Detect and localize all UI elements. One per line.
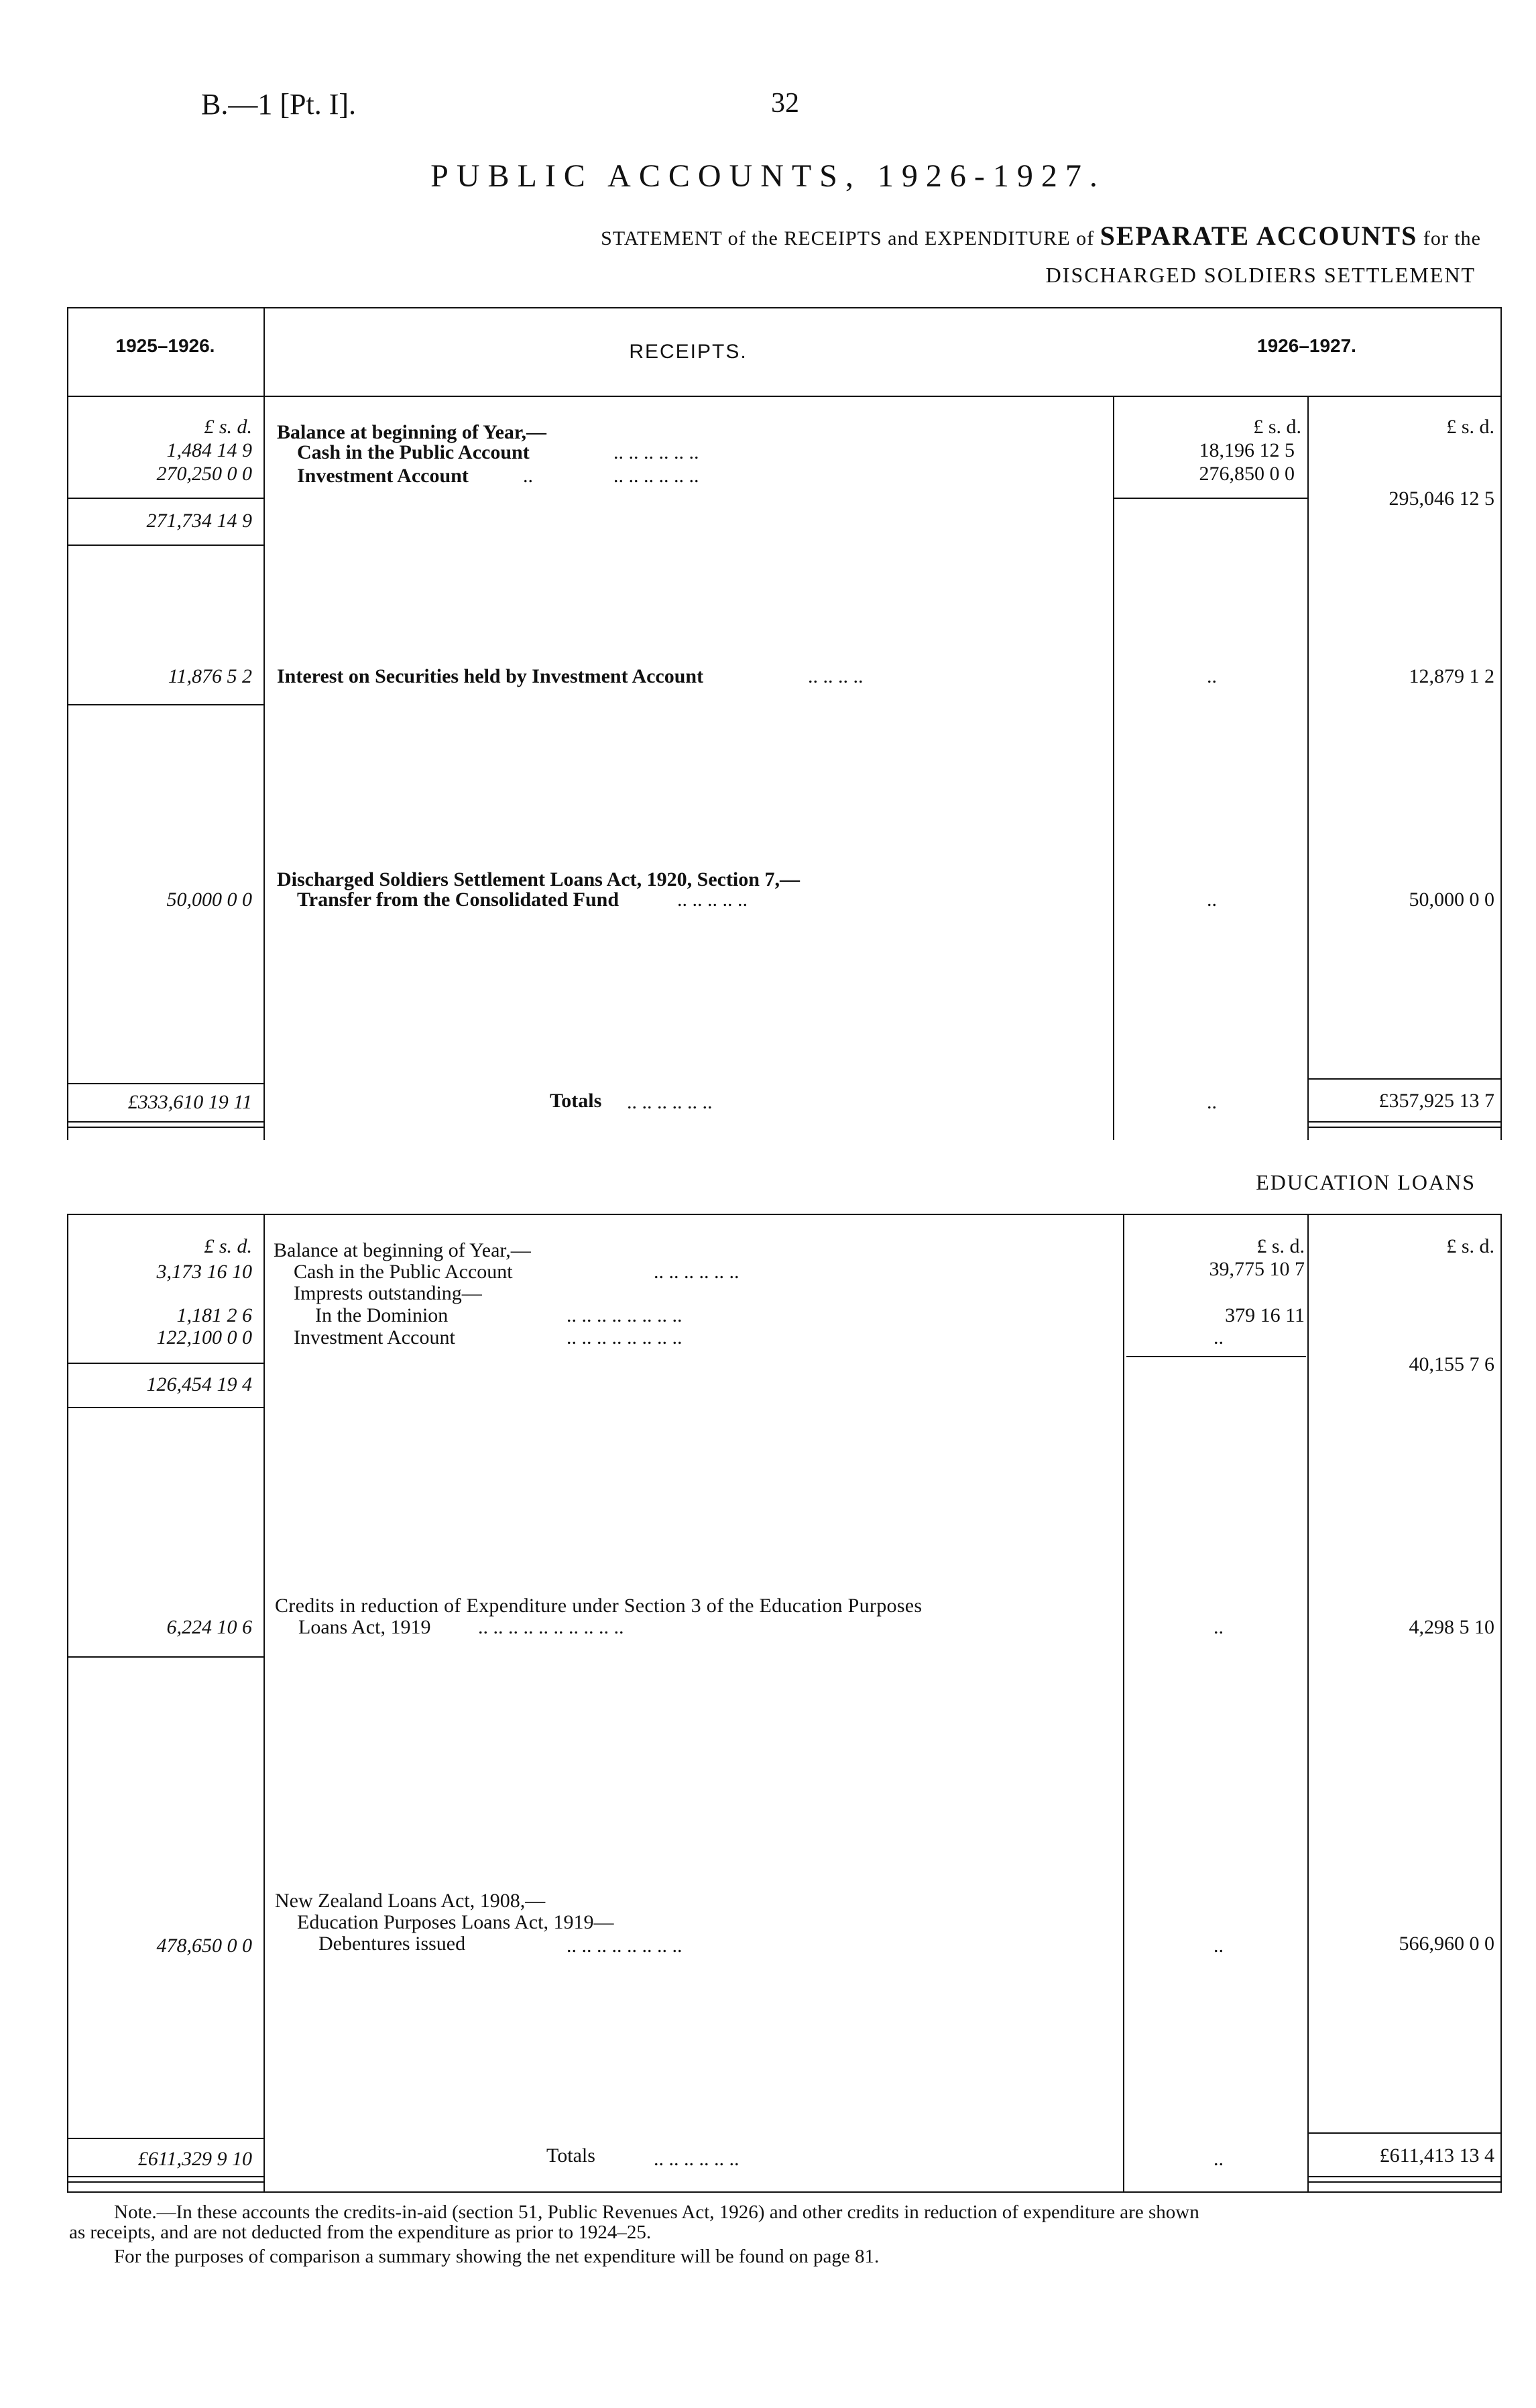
interest-curr: 12,879 1 2 [1409,665,1494,687]
nz-loans-curr: 566,960 0 0 [1399,1933,1494,1955]
cash-label: Cash in the Public Account [297,441,530,463]
totals-rule [67,2138,263,2139]
nz-loans-subheading: Education Purposes Loans Act, 1919— [297,1911,614,1933]
leader-dots: .. .. .. .. .. .. [613,441,699,463]
table-rule [263,307,265,1140]
credits-line2: Loans Act, 1919 [298,1616,431,1638]
col-header-curr-year: 1926–1927. [1257,335,1356,356]
totals-label: Totals [546,2144,595,2167]
currency-header-prev: £ s. d. [204,1235,252,1257]
totals-rule [1307,1078,1500,1080]
invest-prev: 270,250 0 0 [156,463,252,485]
table-rule [67,1214,1502,1215]
leader-dots: .. .. .. .. .. .. [654,1261,740,1283]
leader-dots: .. .. .. .. .. .. [627,1091,713,1113]
section-title-soldiers: DISCHARGED SOLDIERS SETTLEMENT [1045,263,1476,287]
table-rule [1307,396,1309,1140]
subtotal-prev: 126,454 19 4 [146,1373,252,1395]
note-line-1: Note.—In these accounts the credits-in-aid (section 51, Public Revenues Act, 1926) and other credits in reduction of expenditure are shown [114,2201,1199,2223]
row-rule [67,1656,263,1658]
interest-detail: .. [1207,665,1217,687]
leader-dots: .. [523,465,533,487]
totals-label: Totals [550,1090,602,1112]
leader-dots: .. .. .. .. .. .. .. .. [567,1304,683,1326]
cash-label: Cash in the Public Account [294,1261,513,1283]
subtotal-prev: 271,734 14 9 [146,510,252,532]
col-header-receipts: RECEIPTS. [629,341,748,363]
leader-dots: .. .. .. .. .. .. [613,465,699,487]
totals-rule [67,1083,263,1084]
leader-dots: .. .. .. .. .. .. [654,2148,740,2170]
page-number: 32 [771,88,799,119]
cash-prev: 3,173 16 10 [156,1261,252,1283]
loans-act-curr: 50,000 0 0 [1409,888,1494,911]
nz-loans-detail: .. [1214,1935,1224,1957]
credits-curr: 4,298 5 10 [1409,1616,1494,1638]
credits-line1: Credits in reduction of Expenditure under Section 3 of the Education Purposes [275,1595,923,1617]
subtotal-rule [1126,1356,1306,1357]
table-rule [1123,1214,1124,2193]
subtotal-curr: 295,046 12 5 [1389,488,1494,510]
subtotal-rule [67,1363,263,1364]
loans-act-label: Transfer from the Consolidated Fund [297,888,619,911]
totals-prev: £333,610 19 11 [127,1091,252,1113]
leader-dots: .. .. .. .. .. .. .. .. [567,1935,683,1957]
document-reference: B.—1 [Pt. I]. [201,88,356,121]
currency-header-detail: £ s. d. [1256,1235,1305,1257]
loans-act-heading: Discharged Soldiers Settlement Loans Act, 1920, Section 7,— [277,868,800,891]
imprest-heading: Imprests outstanding— [294,1282,482,1304]
col-header-prev-year: 1925–1926. [115,335,215,356]
totals-double-rule [1307,2176,1500,2183]
section-title-education: EDUCATION LOANS [1256,1170,1476,1194]
table-rule [1500,307,1502,1140]
cash-curr: 39,775 10 7 [1209,1258,1305,1280]
credits-detail: .. [1214,1616,1224,1638]
table-rule [263,1214,265,2193]
totals-curr: £611,413 13 4 [1379,2144,1494,2167]
table-rule [1307,1214,1309,2193]
nz-loans-heading: New Zealand Loans Act, 1908,— [275,1890,546,1912]
totals-double-rule [67,2176,263,2183]
totals-double-rule [1307,1121,1500,1128]
subtotal-rule [67,498,263,499]
subtotal-curr: 40,155 7 6 [1409,1353,1494,1375]
table-rule [1500,1214,1502,2193]
dominion-curr: 379 16 11 [1225,1304,1305,1326]
subtotal-rule [1113,498,1307,499]
totals-curr: £357,925 13 7 [1378,1090,1494,1112]
dominion-prev: 1,181 2 6 [176,1304,252,1326]
leader-dots: .. .. .. .. [808,665,864,687]
table-rule [67,307,68,1140]
statement-heading [601,220,1481,251]
interest-prev: 11,876 5 2 [168,665,252,687]
invest-curr: 276,850 0 0 [1199,463,1295,485]
statement-suffix: for the [1423,227,1481,249]
invest-label: Investment Account [297,465,469,487]
totals-rule [1307,2132,1500,2134]
totals-detail: .. [1214,2148,1224,2170]
dominion-label: In the Dominion [315,1304,449,1326]
invest-prev: 122,100 0 0 [156,1326,252,1349]
loans-act-detail: .. [1207,888,1217,911]
currency-header-total: £ s. d. [1446,1235,1494,1257]
currency-header-total: £ s. d. [1446,416,1494,438]
totals-double-rule [67,1121,263,1128]
subtotal-rule [67,1407,263,1408]
leader-dots: .. .. .. .. .. .. .. .. .. .. [478,1616,624,1638]
row-rule [67,704,263,705]
table-rule [67,1214,68,2193]
currency-header-prev: £ s. d. [204,416,252,438]
table-rule [1113,396,1114,1140]
note-line-3: For the purposes of comparison a summary showing the net expenditure will be found on page 81. [114,2246,880,2267]
leader-dots: .. .. .. .. .. [677,888,748,911]
invest-label: Investment Account [294,1326,455,1349]
currency-header-detail: £ s. d. [1253,416,1301,438]
credits-prev: 6,224 10 6 [166,1616,252,1638]
nz-loans-prev: 478,650 0 0 [156,1935,252,1957]
cash-prev: 1,484 14 9 [166,439,252,461]
table-rule [67,396,1502,397]
note-line-2: as receipts, and are not deducted from the expenditure as prior to 1924–25. [69,2222,652,2243]
cash-curr: 18,196 12 5 [1199,439,1295,461]
totals-detail: .. [1207,1091,1217,1113]
statement-prefix: STATEMENT of the RECEIPTS and EXPENDITURE of [601,227,1095,249]
nz-loans-label: Debentures issued [318,1933,466,1955]
page-title: PUBLIC ACCOUNTS, 1926-1927. [430,158,1106,194]
balance-heading: Balance at beginning of Year,— [277,421,546,443]
interest-label: Interest on Securities held by Investment Account [277,665,704,687]
loans-act-prev: 50,000 0 0 [166,888,252,911]
balance-heading: Balance at beginning of Year,— [274,1239,531,1261]
totals-prev: £611,329 9 10 [137,2148,252,2170]
leader-dots: .. .. .. .. .. .. .. .. [567,1326,683,1349]
table-rule [67,307,1502,308]
subtotal-rule [67,544,263,546]
statement-bold: SEPARATE ACCOUNTS [1100,221,1418,251]
table-rule [67,2191,1502,2193]
invest-curr: .. [1214,1326,1224,1349]
